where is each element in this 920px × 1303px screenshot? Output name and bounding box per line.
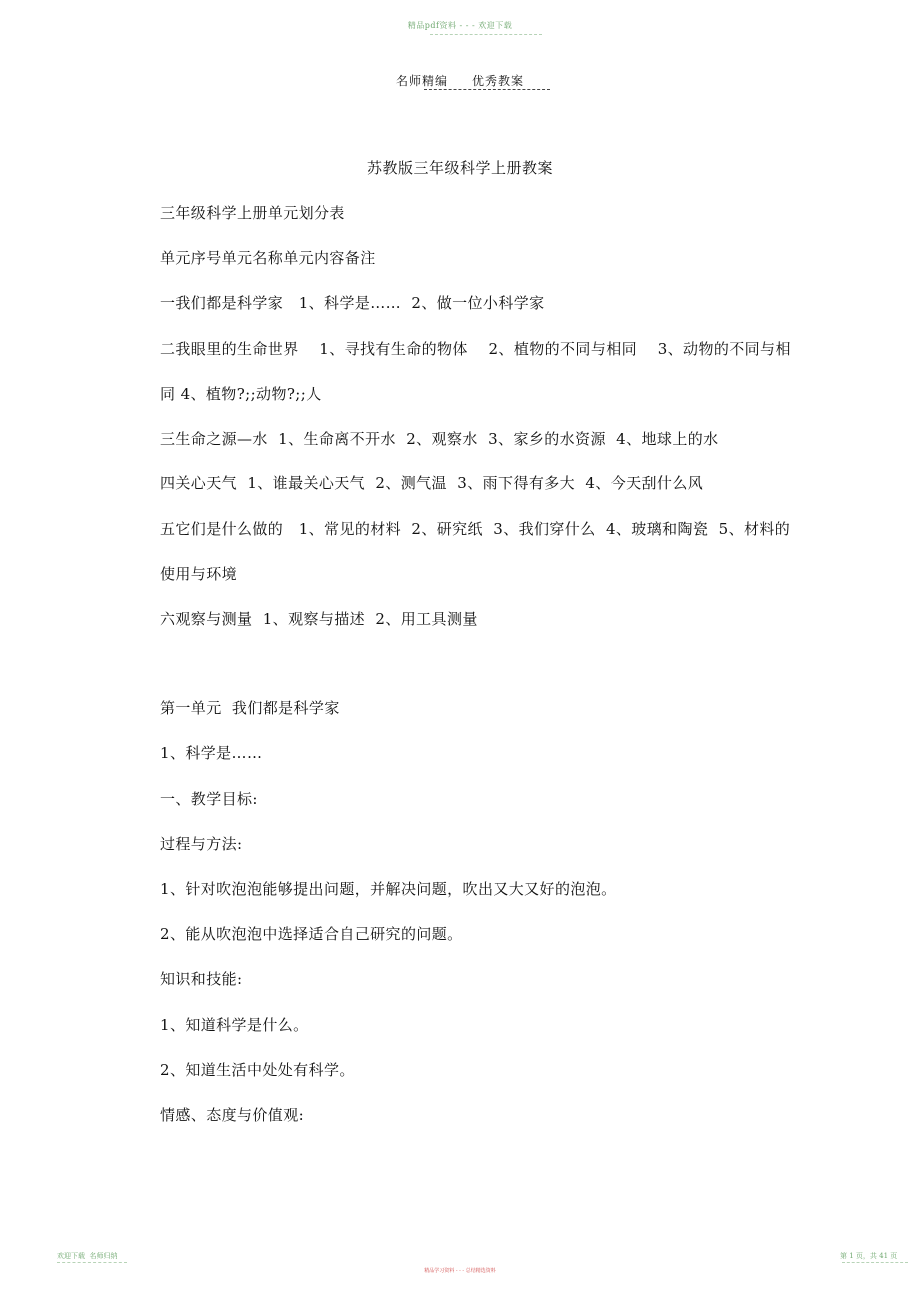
body-line: 1、知道科学是什么。 (160, 1016, 309, 1034)
header-underline (424, 89, 550, 90)
body-line: 三年级科学上册单元划分表 (160, 204, 345, 222)
body-line: 三生命之源—水 1、生命离不开水 2、观察水 3、家乡的水资源 4、地球上的水 (160, 430, 719, 448)
footer-left-divider (57, 1262, 127, 1263)
footer-right-divider (842, 1262, 908, 1263)
body-line: 知识和技能: (160, 970, 243, 988)
body-line: 2、知道生活中处处有科学。 (160, 1061, 355, 1079)
page-number: 第 1 页，共 41 页 (840, 1252, 898, 1260)
section-heading: 第一单元 我们都是科学家 (160, 699, 340, 717)
body-line: 2、能从吹泡泡中选择适合自己研究的问题。 (160, 925, 463, 943)
body-line: 过程与方法: (160, 835, 243, 853)
top-watermark: 精品pdf资料 - - - 欢迎下载 (407, 21, 513, 30)
body-line: 单元序号单元名称单元内容备注 (160, 249, 376, 267)
body-line: 二我眼里的生命世界 1、寻找有生命的物体 2、植物的不同与相同 3、动物的不同与相 (160, 340, 791, 358)
body-line: 四关心天气 1、谁最关心天气 2、测气温 3、雨下得有多大 4、今天刮什么风 (160, 474, 704, 492)
body-line: 五它们是什么做的 1、常见的材料 2、研究纸 3、我们穿什么 4、玻璃和陶瓷 5、材料的 (160, 520, 791, 538)
document-title: 苏教版三年级科学上册教案 (366, 159, 553, 177)
body-line: 六观察与测量 1、观察与描述 2、用工具测量 (160, 610, 478, 628)
top-watermark-divider (430, 34, 542, 35)
body-line: 情感、态度与价值观: (160, 1106, 305, 1124)
footer-left-watermark: 欢迎下载 名师归纳 (57, 1252, 118, 1260)
body-line: 一我们都是科学家 1、科学是…… 2、做一位小科学家 (160, 294, 545, 312)
body-line: 使用与环境 (160, 565, 238, 583)
page-header: 名师精编 优秀教案 (395, 74, 525, 88)
body-line: 1、针对吹泡泡能够提出问题，并解决问题，吹出又大又好的泡泡。 (160, 880, 617, 898)
lesson-title: 1、科学是…… (160, 744, 263, 762)
footer-center-watermark: 精品学习资料 - - - 总结精选资料 (424, 1268, 496, 1274)
body-line: 同 4、植物?;;动物?;;人 (160, 385, 322, 403)
body-line: 一、教学目标: (160, 790, 258, 808)
